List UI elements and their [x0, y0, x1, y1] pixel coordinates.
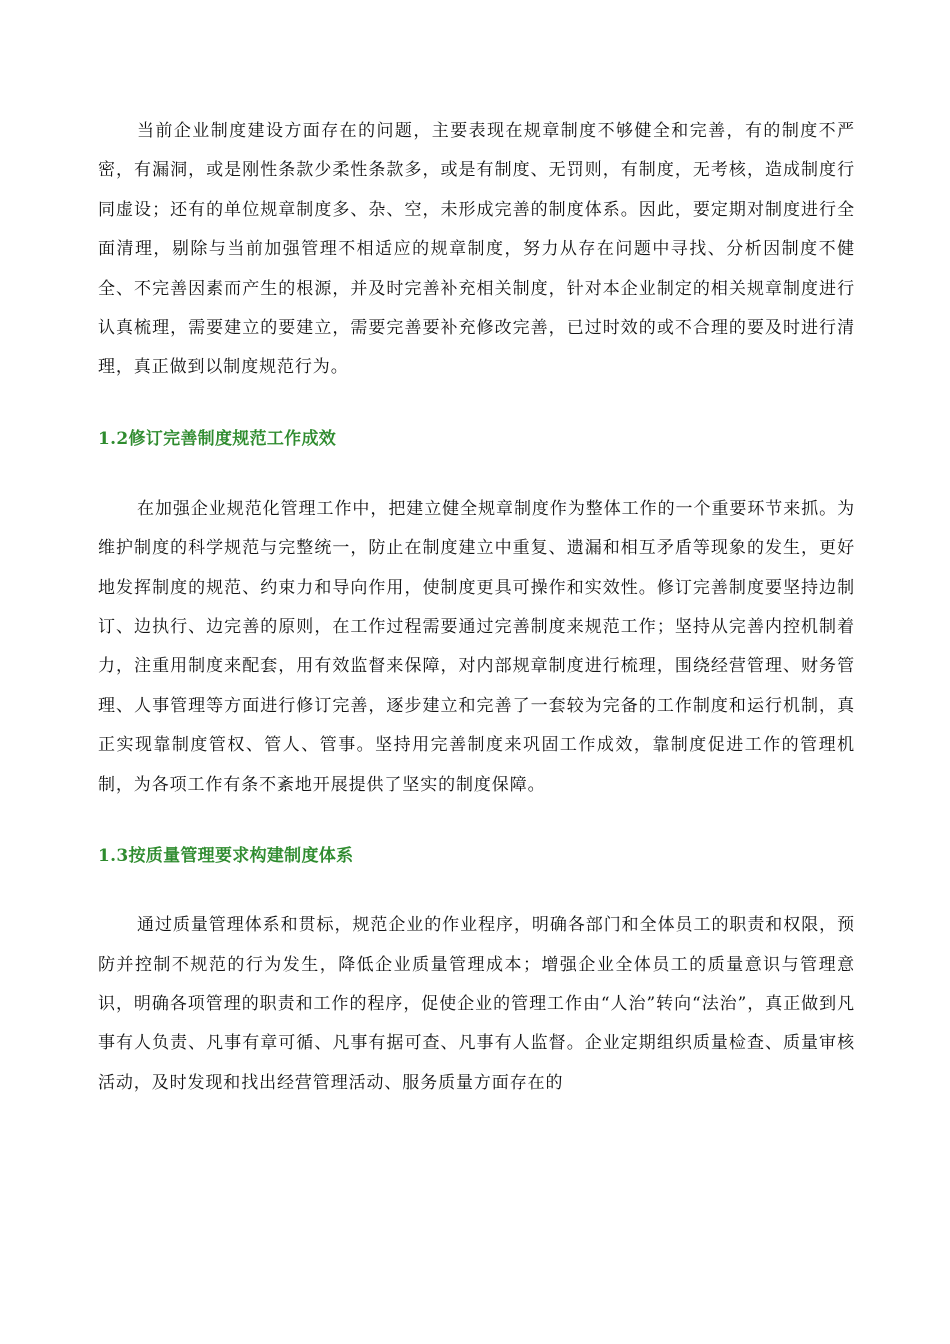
body-paragraph: 当前企业制度建设方面存在的问题，主要表现在规章制度不够健全和完善，有的制度不严密，有漏洞，或是刚性条款少柔性条款多，或是有制度、无罚则，有制度，无考核，造成制度行同虚设；还有的单位规章制度多、杂、空，未形成完善的制度体系。因此，要定期对制度进行全面清理，剔除与当前加强管理不相适应的规章制度，努力从存在问题中寻找、分析因制度不健全、不完善因素而产生的根源，并及时完善补充相关制度，针对本企业制定的相关规章制度进行认真梳理，需要建立的要建立，需要完善要补充修改完善，已过时效的或不合理的要及时进行清理，真正做到以制度规范行为。	[98, 121, 855, 378]
section-heading: 1.3按质量管理要求构建制度体系	[98, 846, 354, 867]
section-heading: 1.2修订完善制度规范工作成效	[98, 428, 337, 449]
body-paragraph: 在加强企业规范化管理工作中，把建立健全规章制度作为整体工作的一个重要环节来抓。为维护制度的科学规范与完整统一，防止在制度建立中重复、遗漏和相互矛盾等现象的发生，更好地发挥制度的规范、约束力和导向作用，使制度更具可操作和实效性。修订完善制度要坚持边制订、边执行、边完善的原则，在工作过程需要通过完善制度来规范工作；坚持从完善内控机制着力，注重用制度来配套，用有效监督来保障，对内部规章制度进行梳理，围绕经营管理、财务管理、人事管理等方面进行修订完善，逐步建立和完善了一套较为完备的工作制度和运行机制，真正实现靠制度管权、管人、管事。坚持用完善制度来巩固工作成效，靠制度促进工作的管理机制，为各项工作有条不紊地开展提供了坚实的制度保障。	[98, 498, 855, 795]
body-paragraph: 通过质量管理体系和贯标，规范企业的作业程序，明确各部门和全体员工的职责和权限，预防并控制不规范的行为发生，降低企业质量管理成本；增强企业全体员工的质量意识与管理意识，明确各项管理的职责和工作的程序，促使企业的管理工作由“人治”转向“法治”，真正做到凡事有人负责、凡事有章可循、凡事有据可查、凡事有人监督。企业定期组织质量检查、质量审核活动，及时发现和找出经营管理活动、服务质量方面存在的	[98, 915, 855, 1093]
document-content	[98, 112, 855, 1103]
